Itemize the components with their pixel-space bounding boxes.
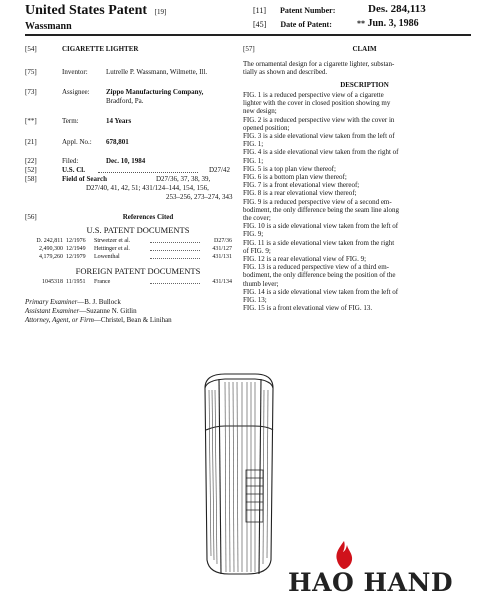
date-text: Jun. 3, 1986 (367, 18, 419, 29)
inventor-surname: Wassmann (25, 21, 72, 32)
description-line: lighter with the cover in closed position showing my (243, 99, 391, 108)
description-body (243, 91, 473, 312)
appl-ref-number: [21] (25, 138, 37, 146)
reference-number: 4,179,260 (39, 254, 63, 260)
patent-office-title (25, 3, 166, 19)
claim-ref-number: [57] (243, 45, 255, 53)
assistant-examiner (25, 307, 137, 315)
assignee-value-line1: Zippo Manufacturing Company, (106, 88, 204, 96)
reference-class: 431/131 (212, 254, 232, 260)
description-line: FIG. 12 is a rear elevational view of FIG. 9; (243, 255, 367, 264)
us-docs-heading: U.S. PATENT DOCUMENTS (86, 225, 190, 235)
reference-name: France (94, 279, 111, 285)
description-line: FIG. 9 is a reduced perspective view of a second em- (243, 197, 392, 206)
uscl-label: U.S. Cl. (62, 166, 85, 174)
claim-line1: The ornamental design for a cigarette lighter, substan- (243, 60, 395, 68)
reference-class: 431/127 (212, 246, 232, 252)
reference-date: 12/1949 (66, 246, 86, 252)
reference-leader (150, 242, 200, 243)
reference-name: Hettinger et al. (94, 246, 130, 252)
description-line: FIG. 13; (243, 296, 267, 305)
primary-examiner (25, 298, 121, 306)
header-rule (25, 34, 471, 36)
lighter-drawing (185, 370, 305, 580)
reference-name: Strwetzer et al. (94, 238, 131, 244)
patent-number-label: Patent Number: (280, 6, 336, 15)
reference-name: Lowenthal (94, 254, 120, 260)
appl-value: 678,801 (106, 138, 129, 146)
inventor-ref-number: [75] (25, 68, 37, 76)
lighter-top-edge (205, 374, 273, 388)
filed-value: Dec. 10, 1984 (106, 157, 146, 165)
date-marker: ** (357, 19, 365, 28)
lighter-lid-seam (206, 426, 273, 430)
description-line: FIG. 15 is a front elevational view of FIG. 13. (243, 304, 373, 313)
description-line: of FIG. 9; (243, 246, 271, 255)
assignee-value-line2: Bradford, Pa. (106, 97, 144, 105)
filed-ref-number: [22] (25, 157, 37, 165)
date-line (253, 20, 332, 29)
description-line: FIG. 1; (243, 156, 264, 165)
attorney (25, 316, 172, 324)
description-line: FIG. 7 is a front elevational view thereof; (243, 181, 360, 190)
reference-leader (150, 258, 200, 259)
term-value: 14 Years (106, 117, 132, 125)
term-ref-number: [**] (25, 117, 37, 125)
date-label: Date of Patent: (280, 20, 332, 29)
patent-number: Des. 284,113 (368, 3, 426, 15)
reference-date: 12/1979 (66, 254, 86, 260)
filed-label: Filed: (62, 157, 79, 165)
description-line: FIG. 5 is a top plan view thereof; (243, 164, 336, 173)
title-ref-number: [54] (25, 45, 37, 53)
reference-date: 12/1976 (66, 238, 86, 244)
reference-date: 11/1951 (66, 279, 86, 285)
patent-number-line (253, 6, 335, 15)
description-line: bodiment, the only difference being the seam line along (243, 205, 399, 214)
field-ref-number: [58] (25, 175, 37, 183)
description-line: opened position; (243, 123, 290, 132)
description-line: FIG. 14 is a side elevational view taken from the left of (243, 287, 399, 296)
description-line: FIG. 8 is a rear elevational view thereof; (243, 189, 357, 198)
brand-logo: HAO HAND (288, 568, 454, 597)
description-line: FIG. 3 is a side elevational view taken from the left of (243, 132, 395, 141)
assistant-examiner-name: —Suzanne N. Gitlin (79, 307, 137, 315)
field-line2: D27/40, 41, 42, 51; 431/124–144, 154, 156, (86, 184, 209, 192)
assistant-examiner-label: Assistant Examiner (25, 307, 80, 315)
patent-number-ref: [11] (253, 6, 267, 15)
attorney-label: Attorney, Agent, or Firm (25, 316, 94, 324)
claim-heading: CLAIM (352, 45, 377, 53)
title-value: CIGARETTE LIGHTER (62, 45, 139, 53)
description-line: FIG. 2 is a reduced perspective view with the cover in (243, 115, 395, 124)
description-line: FIG. 10 is a side elevational view taken from the left of (243, 222, 399, 231)
description-line: the cover; (243, 214, 271, 223)
reference-number: 1045318 (42, 279, 63, 285)
description-line: bodiment, the only difference being the position of the (243, 271, 396, 280)
description-line: FIG. 1; (243, 140, 264, 149)
foreign-docs-heading: FOREIGN PATENT DOCUMENTS (75, 266, 201, 276)
patent-title-text: United States Patent (25, 3, 148, 18)
flame-icon (333, 540, 355, 570)
field-label: Field of Search (62, 175, 107, 183)
description-line: FIG. 11 is a side elevational view taken from the right (243, 238, 395, 247)
references-ref-number: [56] (25, 213, 37, 221)
field-line3: 253–256, 273–274, 343 (166, 193, 233, 201)
claim-line2: tially as shown and described. (243, 68, 328, 76)
attorney-name: —Christel, Bean & Linihan (93, 316, 172, 324)
inventor-value: Lutrelle P. Wassmann, Wilmette, Ill. (106, 68, 208, 76)
references-heading: References Cited (122, 213, 174, 221)
reference-leader (150, 283, 200, 284)
description-line: FIG. 9; (243, 230, 264, 239)
description-line: thumb lever; (243, 279, 279, 288)
assignee-ref-number: [73] (25, 88, 37, 96)
uscl-ref-number: [52] (25, 166, 37, 174)
reference-number: D. 242,811 (36, 238, 63, 244)
reference-class: 431/134 (212, 279, 232, 285)
date-value (357, 18, 419, 29)
primary-examiner-label: Primary Examiner (25, 298, 78, 306)
field-line1: D27/36, 37, 38, 39, (156, 175, 211, 183)
uscl-leader (98, 172, 198, 173)
description-line: FIG. 6 is a bottom plan view thereof; (243, 173, 347, 182)
reference-class: D27/36 (214, 238, 232, 244)
title-ref: [19] (154, 8, 167, 16)
description-line: FIG. 4 is a side elevational view taken from the right of (243, 148, 399, 157)
assignee-label: Assignee: (62, 88, 90, 96)
description-line: new design; (243, 107, 277, 116)
description-line: FIG. 1 is a reduced perspective view of a cigarette (243, 91, 384, 99)
date-ref: [45] (253, 20, 267, 29)
reference-number: 2,490,300 (39, 246, 63, 252)
thumb-lever (246, 470, 263, 522)
reference-leader (150, 250, 200, 251)
uscl-value: D27/42 (209, 166, 230, 174)
description-heading: DESCRIPTION (340, 81, 389, 89)
inventor-label: Inventor: (62, 68, 88, 76)
primary-examiner-name: —B. J. Bullock (77, 298, 121, 306)
term-label: Term: (62, 117, 79, 125)
appl-label: Appl. No.: (62, 138, 92, 146)
description-line: FIG. 13 is a reduced perspective view of a third em- (243, 263, 389, 272)
